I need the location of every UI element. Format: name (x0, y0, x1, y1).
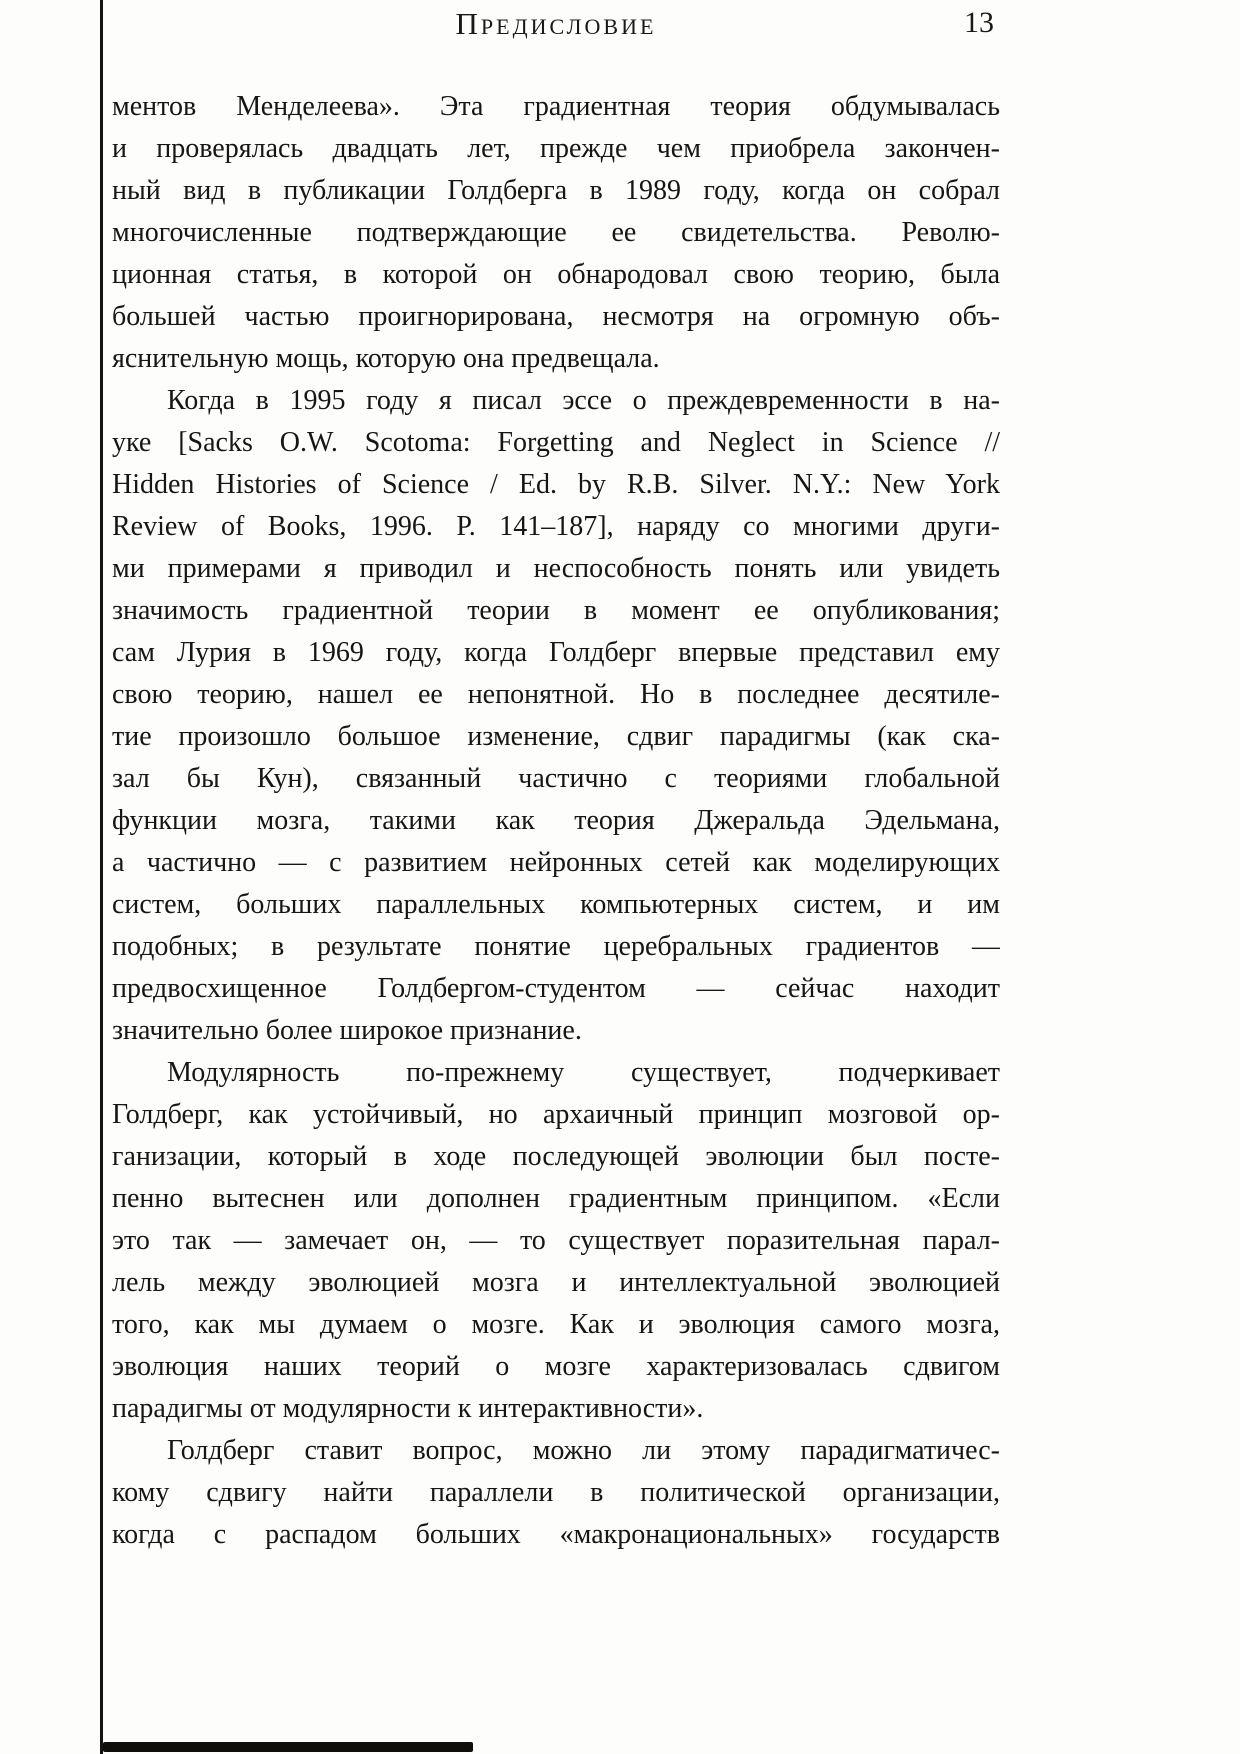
text-line: тие произошло большое изменение, сдвиг парадигмы (как ска- (112, 721, 1000, 752)
text-line: пенно вытеснен или дополнен градиентным принципом. «Если (112, 1183, 1000, 1214)
text-line: кому сдвигу найти параллели в политической организации, (112, 1477, 1000, 1508)
text-line: функции мозга, такими как теория Джеральда Эдельмана, (112, 805, 1000, 836)
text-line: многочисленные подтверждающие ее свидетельства. Револю- (112, 217, 1000, 248)
text-line: эволюция наших теорий о мозге характеризовалась сдвигом (112, 1351, 1000, 1382)
text-line: большей частью проигнорирована, несмотря на огромную объ- (112, 301, 1000, 332)
text-line: ментов Менделеева». Эта градиентная теория обдумывалась (112, 91, 1000, 122)
page-content (112, 0, 1000, 1556)
text-line: а частично — с развитием нейронных сетей как моделирующих (112, 847, 1000, 878)
text-line: Модулярность по-прежнему существует, подчеркивает (167, 1057, 1000, 1088)
text-line: свою теорию, нашел ее непонятной. Но в последнее десятиле- (112, 679, 1000, 710)
text-line: лель между эволюцией мозга и интеллектуальной эволюцией (112, 1267, 1000, 1298)
running-title: Предисловие (455, 6, 657, 41)
page-header (112, 6, 1000, 48)
text-line: яснительную мощь, которую она предвещала. (112, 343, 660, 374)
text-line: ганизации, который в ходе последующей эволюции был посте- (112, 1141, 1000, 1172)
text-line: подобных; в результате понятие церебральных градиентов — (112, 931, 1000, 962)
text-line: когда с распадом больших «макронациональных» государств (112, 1519, 1000, 1550)
text-line: ми примерами я приводил и неспособность понять или увидеть (112, 553, 1000, 584)
text-line: Голдберг ставит вопрос, можно ли этому парадигматичес- (167, 1435, 1000, 1466)
text-line: ционная статья, в которой он обнародовал свою теорию, была (112, 259, 1000, 290)
text-line: это так — замечает он, — то существует поразительная парал- (112, 1225, 1000, 1256)
text-line: того, как мы думаем о мозге. Как и эволюция самого мозга, (112, 1309, 1000, 1340)
paragraph (112, 1430, 1000, 1556)
scan-artifact-bar (103, 1742, 473, 1752)
page-body (112, 86, 1000, 1556)
text-line: уке [Sacks O.W. Scotoma: Forgetting and Neglect in Science // (112, 427, 1000, 458)
text-line: зал бы Кун), связанный частично с теориями глобальной (112, 763, 1000, 794)
text-line: систем, больших параллельных компьютерных систем, и им (112, 889, 1000, 920)
paragraph (112, 380, 1000, 1052)
page-edge-line (100, 0, 103, 1754)
text-line: значимость градиентной теории в момент ее опубликования; (112, 595, 1000, 626)
text-line: ный вид в публикации Голдберга в 1989 году, когда он собрал (112, 175, 1000, 206)
text-line: Когда в 1995 году я писал эссе о преждевременности в на- (167, 385, 1000, 416)
text-line: Review of Books, 1996. P. 141–187], наряду со многими други- (112, 511, 1000, 542)
text-line: Голдберг, как устойчивый, но архаичный принцип мозговой ор- (112, 1099, 1000, 1130)
text-line: Hidden Histories of Science / Ed. by R.B. Silver. N.Y.: New York (112, 469, 1000, 500)
text-line: парадигмы от модулярности к интерактивности». (112, 1393, 704, 1424)
paragraph (112, 86, 1000, 380)
text-line: сам Лурия в 1969 году, когда Голдберг впервые представил ему (112, 637, 1000, 668)
paragraph (112, 1052, 1000, 1430)
text-line: значительно более широкое признание. (112, 1015, 582, 1046)
text-line: и проверялась двадцать лет, прежде чем приобрела закончен- (112, 133, 1000, 164)
text-line: предвосхищенное Голдбергом-студентом — сейчас находит (112, 973, 1000, 1004)
page-number: 13 (964, 6, 994, 39)
